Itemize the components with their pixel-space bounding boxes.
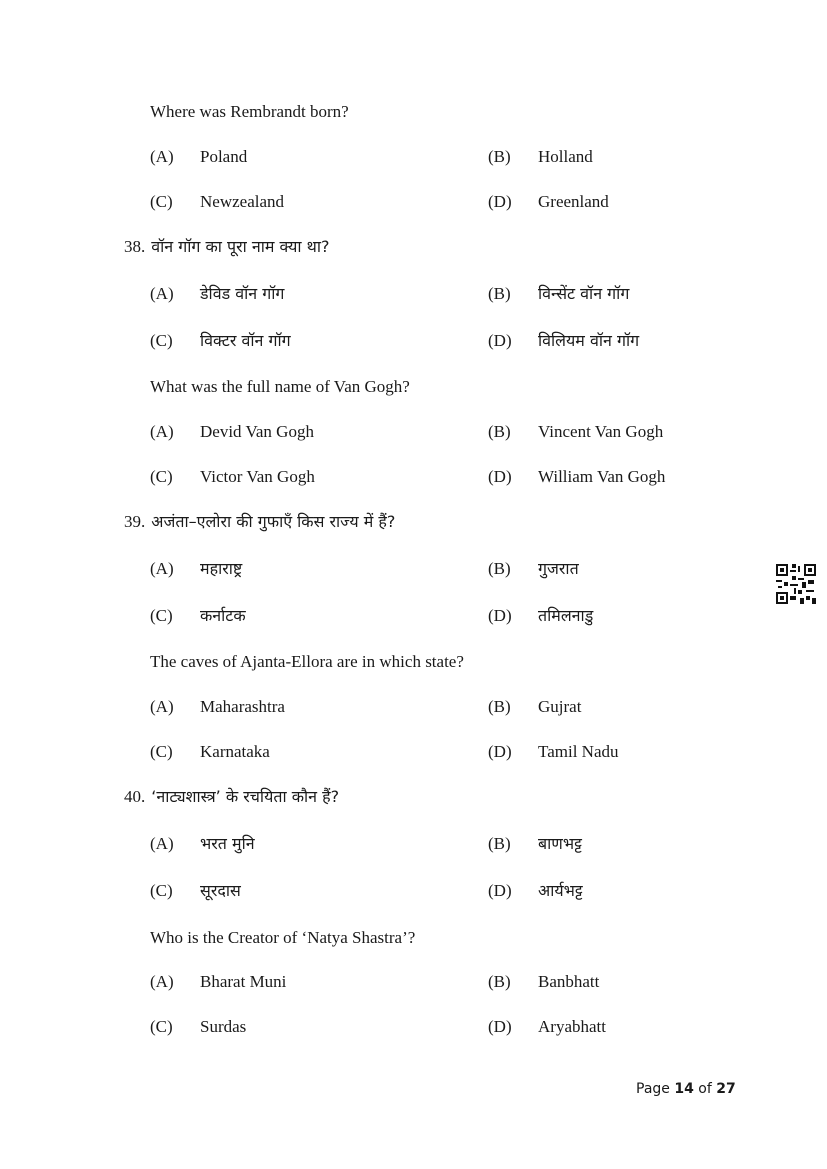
option-text: Victor Van Gogh	[200, 467, 315, 486]
option-letter: (B)	[488, 834, 511, 853]
option-q40-en-0	[150, 972, 286, 992]
option-text: Bharat Muni	[200, 972, 287, 991]
option-text: Devid Van Gogh	[200, 422, 314, 441]
option-q38-en-1	[488, 422, 663, 442]
option-letter: (B)	[488, 422, 511, 441]
page-of-word: of	[698, 1081, 712, 1097]
question-text: ‘नाट्यशास्त्र’ के रचयिता कौन हैं?	[151, 787, 340, 806]
option-q40-en-2	[150, 1017, 246, 1037]
question-q38-hi	[124, 237, 330, 257]
option-letter: (D)	[488, 606, 512, 625]
option-q38-en-0	[150, 422, 314, 442]
option-letter: (B)	[488, 147, 511, 166]
option-text: Newzealand	[200, 192, 285, 211]
option-q38-en-3	[488, 467, 665, 487]
option-letter: (C)	[150, 1017, 173, 1036]
option-q38-hi-0	[150, 284, 284, 304]
page-word: Page	[636, 1081, 670, 1097]
option-q40-hi-1	[488, 834, 582, 854]
option-letter: (D)	[488, 1017, 512, 1036]
option-text: महाराष्ट्र	[200, 559, 243, 578]
page-total: 27	[716, 1081, 736, 1097]
option-letter: (D)	[488, 881, 512, 900]
option-text: कर्नाटक	[200, 606, 246, 625]
option-text: बाणभट्ट	[538, 834, 582, 853]
option-text: Banbhatt	[538, 972, 600, 991]
option-q38-hi-1	[488, 284, 629, 304]
option-text: Tamil Nadu	[538, 742, 619, 761]
option-q39-hi-0	[150, 559, 242, 579]
option-q38-hi-3	[488, 331, 639, 351]
option-q37-en-1	[488, 147, 593, 167]
option-text: Vincent Van Gogh	[538, 422, 664, 441]
option-text: गुजरात	[538, 559, 579, 578]
option-letter: (C)	[150, 881, 173, 900]
option-letter: (A)	[150, 284, 174, 303]
question-q39-en	[150, 652, 464, 672]
option-q40-hi-2	[150, 881, 241, 901]
question-q40-en	[150, 928, 415, 948]
option-q40-hi-3	[488, 881, 583, 901]
question-text: The caves of Ajanta-Ellora are in which state?	[150, 652, 464, 671]
option-letter: (B)	[488, 559, 511, 578]
option-letter: (D)	[488, 331, 512, 350]
option-q39-hi-1	[488, 559, 579, 579]
option-q37-en-2	[150, 192, 284, 212]
option-q37-en-0	[150, 147, 247, 167]
option-q39-en-3	[488, 742, 618, 762]
option-letter: (B)	[488, 697, 511, 716]
option-q39-hi-3	[488, 606, 593, 626]
option-q39-en-0	[150, 697, 285, 717]
option-letter: (D)	[488, 467, 512, 486]
option-q39-en-2	[150, 742, 270, 762]
question-q37-en	[150, 102, 349, 122]
option-text: Maharashtra	[200, 697, 285, 716]
option-text: Karnataka	[200, 742, 270, 761]
question-text: अजंता–एलोरा की गुफाएँ किस राज्य में हैं?	[151, 512, 396, 531]
option-text: Greenland	[538, 192, 609, 211]
question-text: What was the full name of Van Gogh?	[150, 377, 410, 396]
option-letter: (A)	[150, 697, 174, 716]
option-text: डेविड वॉन गॉग	[200, 284, 285, 303]
question-q40-hi	[124, 787, 339, 807]
option-q40-hi-0	[150, 834, 255, 854]
question-number: 38.	[124, 237, 146, 256]
option-letter: (C)	[150, 192, 173, 211]
option-q40-en-1	[488, 972, 599, 992]
option-letter: (A)	[150, 834, 174, 853]
option-letter: (B)	[488, 972, 511, 991]
option-q37-en-3	[488, 192, 609, 212]
option-letter: (A)	[150, 972, 174, 991]
question-text: Who is the Creator of ‘Natya Shastra’?	[150, 928, 416, 947]
option-text: Holland	[538, 147, 593, 166]
option-letter: (A)	[150, 147, 174, 166]
option-text: भरत मुनि	[200, 834, 255, 853]
option-letter: (C)	[150, 742, 173, 761]
option-text: विक्टर वॉन गॉग	[200, 331, 291, 350]
option-q38-hi-2	[150, 331, 291, 351]
qr-code-icon	[776, 564, 816, 604]
option-letter: (C)	[150, 606, 173, 625]
option-text: Poland	[200, 147, 248, 166]
option-q39-hi-2	[150, 606, 246, 626]
option-text: विन्सेंट वॉन गॉग	[538, 284, 630, 303]
option-q38-en-2	[150, 467, 315, 487]
option-letter: (C)	[150, 467, 173, 486]
question-q38-en	[150, 377, 410, 397]
option-text: विलियम वॉन गॉग	[538, 331, 640, 350]
option-letter: (D)	[488, 192, 512, 211]
page-current: 14	[674, 1081, 694, 1097]
option-letter: (A)	[150, 422, 174, 441]
question-text: वॉन गॉग का पूरा नाम क्या था?	[151, 237, 330, 256]
option-letter: (D)	[488, 742, 512, 761]
option-text: Aryabhatt	[538, 1017, 606, 1036]
option-q39-en-1	[488, 697, 581, 717]
option-text: सूरदास	[200, 881, 241, 900]
option-text: Surdas	[200, 1017, 247, 1036]
question-number: 39.	[124, 512, 146, 531]
question-number: 40.	[124, 787, 146, 806]
question-text: Where was Rembrandt born?	[150, 102, 349, 121]
option-letter: (C)	[150, 331, 173, 350]
page-footer	[636, 1080, 736, 1098]
option-letter: (B)	[488, 284, 511, 303]
option-text: तमिलनाडु	[538, 606, 594, 625]
option-q40-en-3	[488, 1017, 606, 1037]
question-q39-hi	[124, 512, 395, 532]
option-text: Gujrat	[538, 697, 582, 716]
option-letter: (A)	[150, 559, 174, 578]
option-text: आर्यभट्ट	[538, 881, 583, 900]
option-text: William Van Gogh	[538, 467, 666, 486]
